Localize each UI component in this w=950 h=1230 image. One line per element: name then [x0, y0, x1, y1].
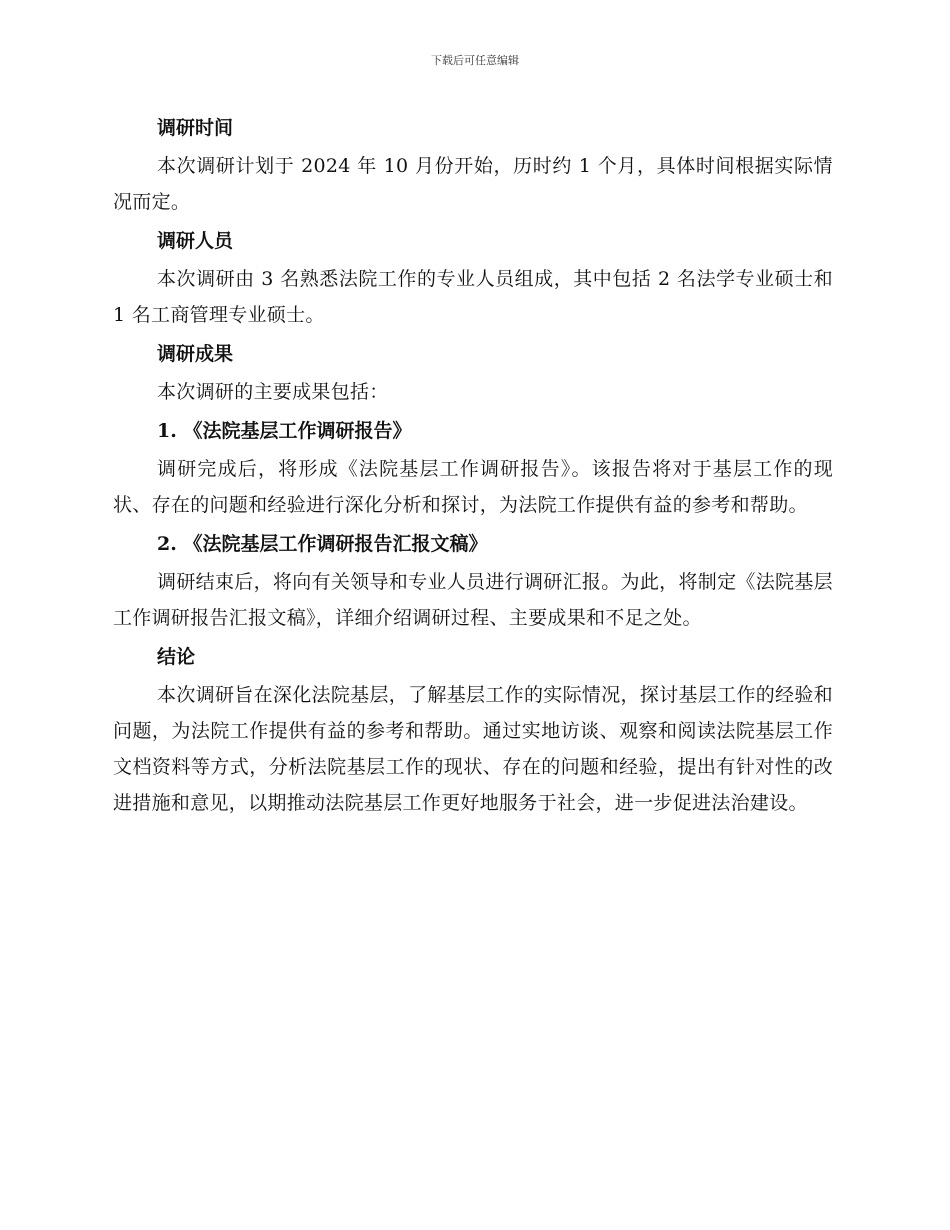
section-heading-conclusion: 结论: [157, 646, 196, 668]
document-body: [113, 108, 833, 824]
section-heading-survey-staff: 调研人员: [157, 230, 234, 252]
paragraph-report: 调研完成后，将形成《法院基层工作调研报告》。该报告将对于基层工作的现状、存在的问题和经验进行深化分析和探讨，为法院工作提供有益的参考和帮助。: [113, 458, 833, 516]
paragraph-survey-time: 本次调研计划于 2024 年 10 月份开始，历时约 1 个月，具体时间根据实际情况而定。: [113, 155, 833, 213]
section-heading-report: 1. 《法院基层工作调研报告》: [157, 420, 412, 442]
section-heading-survey-results: 调研成果: [157, 343, 234, 365]
paragraph-survey-results: 本次调研的主要成果包括：: [157, 381, 389, 403]
page-header: 下载后可任意编辑: [431, 54, 519, 67]
section-heading-survey-time: 调研时间: [157, 117, 234, 139]
paragraph-conclusion: 本次调研旨在深化法院基层，了解基层工作的实际情况，探讨基层工作的经验和问题，为法院工作提供有益的参考和帮助。通过实地访谈、观察和阅读法院基层工作文档资料等方式，分析法院基层工作的现状、存在的问题和经验，提出有针对性的改进措施和意见，以期推动法院基层工作更好地服务于社会，进一步促进法治建设。: [113, 684, 833, 814]
paragraph-report-presentation: 调研结束后，将向有关领导和专业人员进行调研汇报。为此，将制定《法院基层工作调研报告汇报文稿》，详细介绍调研过程、主要成果和不足之处。: [113, 571, 833, 629]
paragraph-survey-staff: 本次调研由 3 名熟悉法院工作的专业人员组成，其中包括 2 名法学专业硕士和 1 名工商管理专业硕士。: [113, 268, 833, 326]
section-heading-report-presentation: 2. 《法院基层工作调研报告汇报文稿》: [157, 533, 488, 555]
